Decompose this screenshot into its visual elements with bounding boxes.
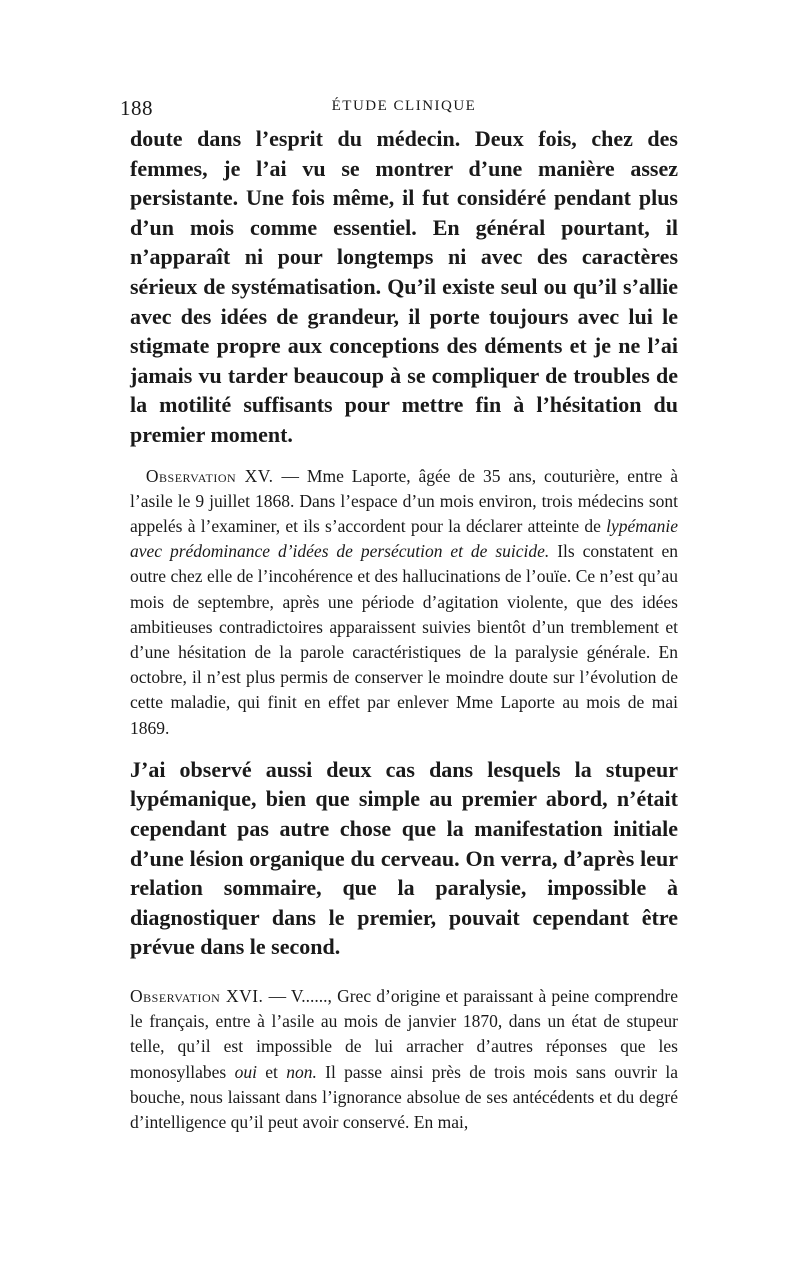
- observation-16-oui: oui: [234, 1061, 257, 1082]
- observation-16: [130, 984, 678, 1135]
- observation-15-text-a: — Mme Laporte, âgée de 35 ans, couturière, entre à l’asile le 9 juillet 1868. Dans l’espace d’un mois environ, trois médecins sont appelés à l’examiner, et ils s’accordent pour la déclarer atteinte de: [130, 465, 678, 536]
- observation-16-label: Observation XVI.: [130, 985, 264, 1006]
- running-title: ÉTUDE CLINIQUE: [331, 98, 477, 114]
- running-head: [120, 96, 678, 124]
- paragraph-2: J’ai observé aussi deux cas dans lesquels la stupeur lypémanique, bien que simple au premier abord, n’était cependant pas autre chose que la manifestation initiale d’une lésion organique du cerveau. On verra, d’après leur relation sommaire, que la paralysie, impossible à diagnostiquer dans le premier, pouvait cependant être prévue dans le second.: [130, 756, 678, 960]
- observation-16-non: non.: [286, 1061, 317, 1082]
- paragraph-1: doute dans l’esprit du médecin. Deux fois, chez des femmes, je l’ai vu se montrer d’une manière assez persistante. Une fois même, il fut considéré pendant plus d’un mois comme essentiel. En général pourtant, il n’apparaît ni pour longtemps ni avec des caractères sérieux de systématisation. Qu’il existe seul ou qu’il s’allie avec des idées de grandeur, il porte toujours avec lui le stigmate propre aux conceptions des déments et je ne l’ai jamais vu tarder beaucoup à se compliquer de troubles de la motilité suffisants pour mettre fin à l’hésitation du premier moment.: [130, 126, 678, 447]
- book-page: [120, 96, 678, 1135]
- observation-16-text-a: — V......, Grec d’origine et paraissant à peine comprendre le français, entre à l’asile au mois de janvier 1870, dans un état de stupeur telle, qu’il est impossible de lui arracher d’autres réponses que les monosyllabes: [130, 985, 678, 1082]
- observation-16-text-c: Il passe ainsi près de trois mois sans ouvrir la bouche, nous laissant dans l’ignorance absolue de ses antécédents et du degré d’intelligence qu’il peut avoir conservé. En mai,: [130, 1061, 678, 1132]
- page-number: 188: [120, 96, 153, 120]
- observation-15-text-b: Ils constatent en outre chez elle de l’incohérence et des hallucinations de l’ouïe. Ce n’est qu’au mois de septembre, après une période d’agitation violente, que des idées ambitieuses contradictoires apparaissent suivies bientôt d’un tremblement et d’une hésitation de la parole caractéristiques de la paralysie générale. En octobre, il n’est plus permis de conserver le moindre doute sur l’évolution de cette maladie, qui finit en effet par enlever Mme Laporte au mois de mai 1869.: [130, 541, 678, 738]
- observation-16-text-b: et: [256, 1061, 287, 1082]
- observation-15: [130, 464, 678, 741]
- observation-15-diagnosis: lypémanie avec prédominance d’idées de persécution et de suicide.: [130, 515, 678, 562]
- observation-15-label: Observation XV.: [145, 465, 274, 486]
